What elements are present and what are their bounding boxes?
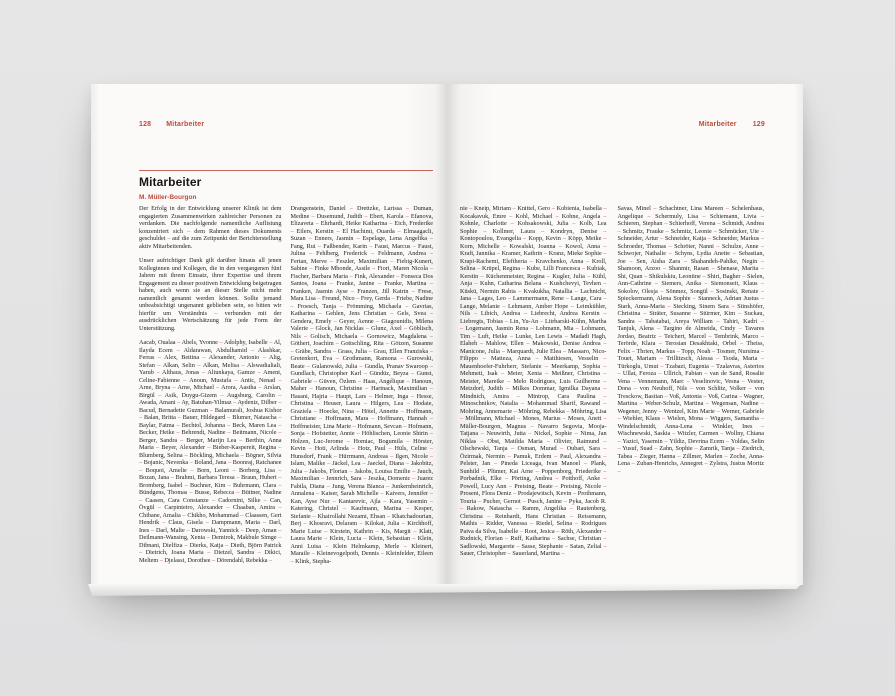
right-column-2: Savas, Minel – Schachtner, Lina Mareen – Schelenhaus, Angelique – Schermuly, Lisa – Schiemann, Livia – Schieren, Stephan – Schierhoff, Verena – Schmidt, Andrea – Schmitz, Frauke – Schmitz, Leonie – Schmücker, Ute – Schneider, Artur – Schneider, Katja – Schneider, Markus – Schroeder, Thomas – Schröter, Nanni – Schulze, Anne – Schwojer, Nathalie – Schyns, Lydia Anette – Sebastian, Joe – Sen, Aisha Zara – Shahandeh-Pahlke, Negin – Shamoon, Arzoo – Shanmir, Rasan – Shenase, Marita – Shi, Quan – Shikulskiu, Leontine – Shiri, Bagher – Sielen, Ann-Cathrine – Siemers, Anika – Siemonseit, Klaus – Sokolov, Olesja – Sönmez, Songül – Sosinski, Renate – Spieckermann, Alena Sophie – Stanneck, Adrian Justus – Stark, Anna-Maria – Stecking, Sinem Sara – Stinshöfer, Christina – Sträter, Susanne – Stürmer, Kim – Suckau, Sandra – Tabatabai, Areya William – Tahiri, Kadri – Tanjuk, Alena – Targino de Almeida, Cindy – Tavares Jordao, Beatriz – Teichert, Marcel – Tembrink, Marco – Terörde, Klara – Terosian Desakhtaki, Orbel – Theiss, Felix – Thrien, Markus – Topp, Noah – Tosmer, Nursima – Touet, Mariam – Trillitzsch, Alessa – Tsoda, Maria – Türkoglu, Umut – Tzabazi, Eugenia – Tzalavras, Asterios – Ullat, Feroza – Ullrich, Fabian – van de Sand, Rosalie Vena – Vennemann, Marc – Veselinovic, Vesna – Vester, Dona – von Neuhoff, Nils – von Schlitz, Volker – von Tresckow, Bastian – Voß, Antonia – Voß, Carina – Wagner, Martina – Weber-Schulz, Martina – Wegensan, Nadine – Wegener, Jenny – Wentzel, Kim Marie – Werner, Gabriele – Wiehler, Klaus – Wielen, Mona – Wiggers, Samantha – Windelschmidt, Anna-Lena – Winkler, Ines – Wischnewski, Saskia – Witzler, Carmen – Wollny, Chiana – Yazici, Yasemin – Yildiz, Devrina Ecem – Yoldas, Selin – Yusuf, Suad – Zahn, Sophie – Zamrik, Tanja – Ziedrich, Tabea – Zieger, Hanna – Zillmer, Marlen – Zoche, Anna-Lena – Zuban-Henrichs, Annegret – Zylstra, Justus Moritz – [617, 205, 764, 475]
left-page [91, 84, 447, 585]
right-page-text-block [460, 205, 764, 575]
right-page [447, 84, 803, 585]
left-column-2: Drangenstein, Daniel – Drettzke, Larissa – Duman, Medine – Dusemund, Judith – Ebert, Karola – Efanova, Elizaveta – Ehrhardt, Heike Katharina – Eich, Frederike – Eilers, Kerstin – El Hachimi, Ouarda – Elmaagacli, Suzan – Enners, Jasmin – Espelage, Lena Angelika – Fang, Rui – Faßbender, Karin – Faust, Marcus – Faust, Julina – Fehlberg, Frederick – Feldmann, Andrea – Fertan, Merve – Feszler, Maximilian – Fiebig-Kunert, Sabine – Finke Mbonde, Assile – Fiori, Maren Nicola – Fischer, Barbara Maria – Fink, Alexander – Fonseca Dos Santos, Joana – Franke, Janine – Franke, Martina – Franken, Jasmin Ayse – Franzen, Jill Katrin – Frese, Mara Lisa – Freund, Nico – Frey, Gerda – Friebe, Nadine – Froesch, Tanja – Frömming, Michaela – Gavrias, Katharina – Gehlen, Jens Christian – Gels, Svea – Gendera, Emely – Geyer, Aenne – Giagounidis, Milena Valerie – Glock, Jan Nicklas – Glunz, Axel – Göblisch, Nils – Golisch, Michaela – Gornowicz, Magdalena – Göthert, Joachim – Gottschling, Rita – Götzen, Susanne – Gräbe, Sandra – Grass, Julia – Grau, Ellen Franziska – Gretenkort, Eva – Grothmann, Ramona – Gurowski, Beate – Gulanowski, Julia – Gundla, Pranav Swaroop – Gundlach, Christopher Karl – Gündüz, Beyza – Gunst, Gabriele – Güven, Özlem – Haas, Angélique – Hanoun, Maher – Hanoun, Christine – Hartnack, Maximilian – Hasani, Hajria – Haupt, Lars – Helmer, Inga – Hesse, Christina – Heuser, Laura – Hilgers, Lea – Hodaie, Graziela – Hoecke, Nina – Hötel, Annette – Hoffmann, Christiane – Hoffmann, Mara – Hoffmann, Hannah – Hoffmeister, Lina Marie – Hofmann, Sevcan – Hofmann, Sonja – Hofstetter, Annie – Höhlischen, Leonie Shirin – Holzen, Luc-Jerome – Homiac, Bogumila – Hörster, Kevin – Hoti, Arlinda – Hotz, Paul – Hüls, Celine – Hunsdorf, Frank – Hürrmann, Andreas – Ilgen, Nicole – Islam, Malike – Jäckel, Lea – Jaeckel, Diana – Jakobitz, Julia – Jakobs, Florian – Jakobs, Louisa Emilie – Jauch, Maximilian – Jennrich, Sara – Jeszka, Domenic – Juarez Fabila, Diana – Jung, Verena Bianca – Junkernheinrich, Annalena – Kaiser, Sarah Michelle – Kaivers, Jennifer – Kan, Ayse Nur – Kantarevic, Ajla – Kara, Yasemin – Katering, Christel – Kaufmann, Marina – Kesper, Stefanie – Khairollahi Nezami, Ehsan – Khatchadourian, Berj – Khosravi, Delaram – Kilokat, Julia – Kirchhoff, Marie Luise – Kirstein, Kathrin – Kis, Margit – Klatt, Laura Marie – Klein, Lucia – Klein, Sebastian – Klein, Anni Luisa – Klein Helmkamp, Merle – Kleinert, Maraile – Kleinevogelpoth, Dennis – Kleinfelder, Eileen – Klink, Stepha- [290, 205, 433, 565]
book-spread [91, 84, 803, 585]
right-page-number: 129 [752, 121, 765, 128]
section-title: Mitarbeiter [139, 175, 202, 189]
author-name: M. Müller-Bourgon [139, 194, 197, 201]
right-page-header [699, 121, 765, 128]
intro-paragraph-2: Unser aufrichtiger Dank gilt darüber hinaus all jenen Kolleginnen und Kollegen, die in den vergangenen fünf Jahren mit ihrem Einsatz, ihrer Expertise und ihrem Engagement zu dieser positiven Entwicklung beigetragen haben, auch wenn sie an dieser Stelle nicht mehr namentlich genannt werden können. Sollte jemand unbeabsichtigt ungenannt geblieben sein, so bitten wir hierfür um Verständnis – verbunden mit der ausdrücklichen Wertschätzung für jede Form der Unterstützung. [139, 257, 282, 332]
names-list-a: Aacab, Oualaa – Abels, Yvonne – Adolphy, Isabelle – Al, Ilayda Ecem – Aldarawan, Abdulhamid – Alashkar, Ferras – Alex, Bettina – Alexander, Antonio – Alig, Stefan – Alkan, Selin – Alkan, Melisa – Alswadialiali, Yarub – Althaus, Jonas – Altunkaya, Gamze – Ament, Celine-Fabienne – Anoun, Mustafa – Antic, Nenad – Arne, Bryna – Arne, Michael – Arora, Aastha – Arslan, Birgül – Asik, Duygu-Gizem – Augsburg, Carolin – Awada, Amani – Ay, Batuhan-Yilmaz – Aydeniz, Dilber – Bacud, Bernadette Guzman – Balamurali, Joshua Kishor – Balan, Britta – Bauer, Hildegard – Blumer, Natascha – Baylar, Fatma – Bechtol, Johanna – Beck, Maren Lea – Becker, Heike – Behrendt, Nadine – Beitmann, Nicole – Berger, Sandra – Berger, Marijn Lea – Berthin, Anna Maria – Beyer, Alexander – Bieber-Kaspereit, Regina – Blumberg, Selina – Böckling, Michaela – Bögner, Silvia – Bojanic, Nevenka – Boland, Jana – Boonraj, Ratchanee – Boquoi, Amelie – Born, Leoni – Borberg, Lisa – Bozan, Jana – Brahmi, Barbara Teresa – Braun, Hubert – Bromberg, Isabel – Buchner, Kim – Buhrmann, Clara – Bündgens, Thomas – Busse, Rebecca – Büttner, Nadine – Caasen, Cara Constanze – Cadornini, Silke – Can, Övgül – Carpinteiro, Alexander – Chaaban, Amira – Chibane, Amalia – Chikho, Mohammad – Claassen, Gert Hendrik – Claus, Gisela – Dampmann, Maria – Darl, Ines – Darl, Malte – Darowski, Yannick – Deep, Aman – Deilmann-Wansing, Xenia – Demirok, Makbule Simge – Dibnani, Dielfiza – Dierks, Katja – Dieth, Björn Patrick – Dietrich, Joana Maria – Dietzel, Sandra – Dikici, Meltem – Djelassi, Dorothee – Dörendahl, Rebekka – [139, 339, 282, 564]
left-header-section-label: Mitarbeiter [166, 121, 205, 128]
left-page-header [139, 121, 204, 128]
section-rule [139, 170, 433, 171]
right-header-section-label: Mitarbeiter [698, 121, 737, 128]
right-column-1: nie – Kneip, Miriam – Knittel, Gero – Kobienia, Isabella – Kocakavuk, Emre – Kohl, Michael – Kohne, Angela – Kohnle, Charlotte – Kohsakowski, Julia – Kolb, Lea Sophie – Kollmer, Laura – Kondryn, Denise – Kontopoulou, Evangelia – Kopp, Kevin – Köpp, Meike – Korn, Michelle – Kowalski, Joanna – Kowol, Anna – Kraft, Jannika – Kramer, Kathrin – Kranz, Mieke Sophie – Krapi-Rachemi, Eleftheria – Kravchenko, Anna – Kroll, Selina – Krüpel, Regina – Kube, Lilli Francesca – Kubiak, Kerstin – Küchenmeister, Regina – Kugler, Julia – Kühl, Anja – Kuhn, Catharina Belana – Kushchevyi, Tevhen – Küskü, Nermin Rabia – Kvakukha, Natallia – Lachnicht, Jana – Lages, Leo – Lammermann, Rene – Lange, Cara – Lange, Melanie – Lehmann, Amber Hope – Leimkühler, Nils – Libich, Andrea – Liebrecht, Andrea Kerstin – Liebregts, Tobias – Lin, Yu-An – Litrbarski-Kühn, Martha – Logemann, Jasmin Rena – Lohmann, Mia – Lohmann, Tim – Luft, Heike – Lunke, Len Lewis – Madadi Hagh, Elaheh – Mahlow, Ellen – Makowski, Denise Andrea – Manicone, Julia – Marquardt, Julie Elea – Massaro, Nico-Filippo – Matteza, Anna – Matthiesen, Vesselin – Mauenhoefer-Fuhrherr, Stefanie – Meerkamp, Sophia – Mehmeti, Isak – Meier, Xenia – Meißner, Christina – Meister, Mareike – Melo Rodrigues, Luis Guilherme – Metzdorf, Judith – Milkes Dommar, Igmilka Dayana – Mindnich, Amira – Mintrop, Cara Paulina – Minoschnikov, Natalia – Mohammad Sharif, Rawand – Mohring, Annemarie – Möhring, Rebekka – Möhring, Lisa – Möllmann, Michael – Mones, Marius – Moses, Anett – Müller-Bourgon, Magnus – Navarro Segovia, Mooja-Tatjana – Neuwirth, Jutta – Nickel, Sophie – Nima, Jan Niklas – Obst, Matilda Maria – Olivier, Raimund – Olschewski, Tanja – Osman, Murad – Oubari, Sara – Özirmak, Nermin – Pamuk, Erdem – Paul, Alexandra – Pelster, Jan – Pineda Liceaga, Ivan Manoel – Plank, Sunhild – Plümer, Kai Arne – Poppenborg, Friederike – Porbadnik, Elke – Pörting, Andrea – Potthoff, Anke – Powell, Lucy Ann – Preising, Beate – Preising, Nicole – Proseni, Flora Deniz – Prodajewitsch, Kevin – Prothmann, Touria – Pucher, Gernot – Pusch, Janine – Pyka, Jacob R. – Rakow, Natascha – Ramm, Angelika – Rautenberg, Christina – Reinhardt, Hans Christian – Reissmann, Mathis – Ridder, Vanessa – Riedel, Selina – Rodrigues Paiva da Silva, Isabelle – Root, Jesica – Röth, Alexander – Rudnick, Florian – Ruff, Katharina – Sachse, Christian – Sadlowski, Margarete – Sasse, Stephanie – Satan, Zelial – Sauer, Christopher – Sauerland, Martina – [460, 205, 607, 557]
left-page-text-block [139, 205, 433, 575]
left-page-number: 128 [139, 121, 152, 128]
left-column-1 [139, 205, 282, 575]
intro-paragraph-1: Der Erfolg in der Entwicklung unserer Klinik ist dem engagierten Zusammenwirken zahlreicher Personen zu verdanken. Die nachfolgende namentliche Auflistung konzentriert sich – dem Rahmen dieses Dokuments geschuldet – auf die zum Zeitpunkt der Berichterstellung aktiv Mitarbeitenden. [139, 205, 282, 250]
page-block-edge [88, 584, 801, 596]
